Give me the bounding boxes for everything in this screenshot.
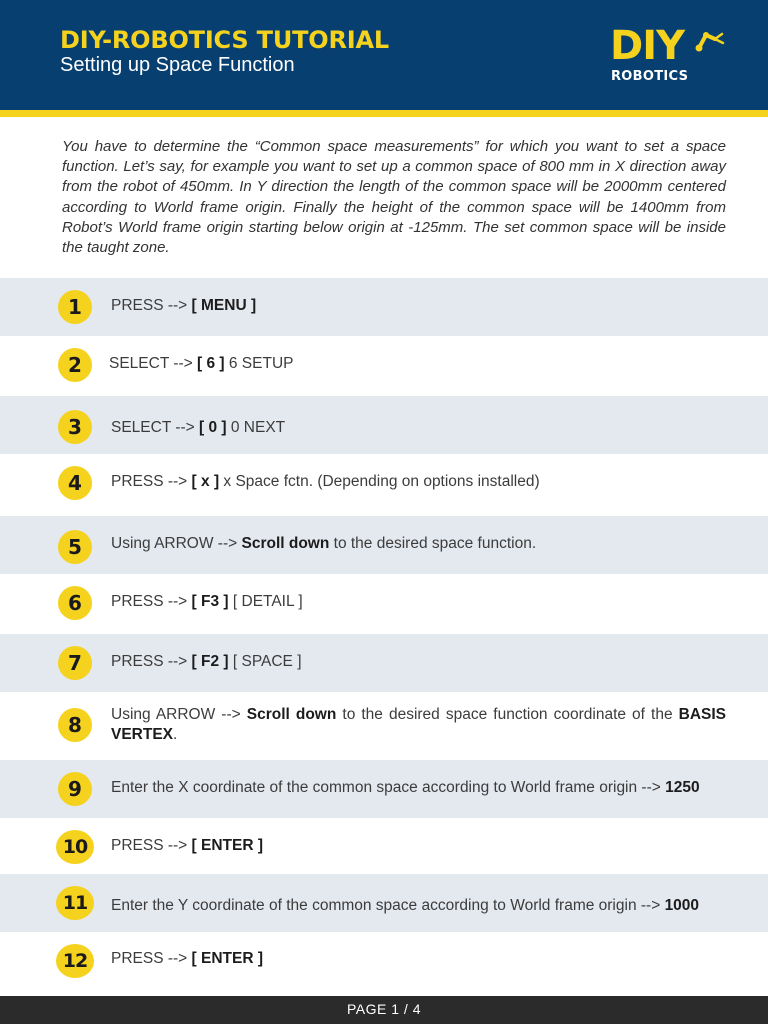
step-row xyxy=(0,574,768,634)
step-row xyxy=(0,874,768,932)
step-instruction xyxy=(111,778,726,798)
step-number-badge: 4 xyxy=(58,466,92,500)
step-key-text: BASIS VERTEX xyxy=(111,706,727,743)
step-text: PRESS --> xyxy=(111,653,192,670)
step-key-text: [ F3 ] xyxy=(191,593,229,610)
page-title: DIY-ROBOTICS TUTORIAL xyxy=(60,26,389,54)
step-instruction xyxy=(111,836,726,856)
step-text: PRESS --> xyxy=(111,837,192,854)
step-number-badge: 3 xyxy=(58,410,92,444)
step-number-badge: 1 xyxy=(58,290,92,324)
step-text: PRESS --> xyxy=(111,593,192,610)
step-number-badge: 2 xyxy=(58,348,92,382)
step-key-text: 1000 xyxy=(664,897,700,914)
step-instruction xyxy=(111,896,726,916)
step-key-text: [ F2 ] xyxy=(191,653,229,670)
step-text: SELECT --> xyxy=(109,355,198,372)
step-instruction xyxy=(111,472,726,492)
step-number-badge: 9 xyxy=(58,772,92,806)
step-row xyxy=(0,516,768,574)
step-number-badge: 8 xyxy=(58,708,92,742)
step-text: . xyxy=(173,726,178,743)
step-instruction xyxy=(111,652,726,672)
header-bar xyxy=(0,0,768,110)
step-row xyxy=(0,634,768,692)
step-text: Enter the X coordinate of the common space according to World frame origin --> xyxy=(111,779,666,796)
steps-list xyxy=(0,278,768,996)
step-instruction xyxy=(111,705,726,745)
step-row xyxy=(0,454,768,516)
page-subtitle: Setting up Space Function xyxy=(60,54,295,76)
step-text: Using ARROW --> xyxy=(111,706,247,723)
step-key-text: [ x ] xyxy=(191,473,220,490)
step-text: 6 SETUP xyxy=(224,355,294,372)
page-footer xyxy=(0,996,768,1024)
step-text: 0 NEXT xyxy=(226,419,286,436)
step-key-text: Scroll down xyxy=(246,706,337,723)
step-text: [ SPACE ] xyxy=(228,653,302,670)
step-text: PRESS --> xyxy=(111,297,192,314)
step-text: x Space fctn. (Depending on options installed) xyxy=(219,473,540,490)
step-instruction xyxy=(111,296,726,316)
step-key-text: [ ENTER ] xyxy=(191,950,264,967)
step-text: to the desired space function. xyxy=(329,535,537,552)
header-accent-stripe xyxy=(0,110,768,117)
step-number-badge: 7 xyxy=(58,646,92,680)
step-number-badge: 6 xyxy=(58,586,92,620)
step-number-badge: 5 xyxy=(58,530,92,564)
step-text: PRESS --> xyxy=(111,473,192,490)
step-row xyxy=(0,818,768,874)
step-key-text: [ ENTER ] xyxy=(191,837,264,854)
step-instruction xyxy=(111,418,726,438)
step-key-text: [ 6 ] xyxy=(197,355,225,372)
step-key-text: 1250 xyxy=(665,779,700,796)
step-row xyxy=(0,278,768,336)
step-instruction xyxy=(111,534,726,554)
step-instruction xyxy=(111,592,726,612)
step-text: to the desired space function coordinate of the xyxy=(336,706,679,723)
step-number-badge: 11 xyxy=(56,886,94,920)
logo-text-robotics: ROBOTICS xyxy=(611,69,689,84)
step-row xyxy=(0,932,768,996)
step-instruction xyxy=(111,949,726,969)
step-number-badge: 12 xyxy=(56,944,94,978)
step-row xyxy=(0,692,768,760)
step-instruction xyxy=(109,354,724,374)
page-number: PAGE 1 / 4 xyxy=(347,1001,421,1017)
step-text: SELECT --> xyxy=(111,419,200,436)
step-text: Enter the Y coordinate of the common space according to World frame origin --> xyxy=(111,897,665,914)
step-key-text: [ 0 ] xyxy=(199,419,227,436)
step-text: [ DETAIL ] xyxy=(228,593,303,610)
step-text: PRESS --> xyxy=(111,950,192,967)
robot-arm-icon xyxy=(690,26,726,56)
step-row xyxy=(0,760,768,818)
intro-paragraph: You have to determine the “Common space measurements” for which you want to set a space function. Let’s say, for example you want to set up a common space of 800 mm in X direction away from the robot of 450mm. In Y direction the length of the common space will be 2000mm centered according to World frame origin. Finally the height of the common space will be 1400mm from Robot’s World frame origin starting below origin at -125mm. The set common space will be inside the taught zone. xyxy=(62,138,726,257)
step-row xyxy=(0,336,768,396)
logo-text-diy: DIY xyxy=(610,23,685,69)
step-text: Using ARROW --> xyxy=(111,535,242,552)
step-row xyxy=(0,396,768,454)
step-key-text: Scroll down xyxy=(241,535,330,552)
step-number-badge: 10 xyxy=(56,830,94,864)
step-key-text: [ MENU ] xyxy=(191,297,257,314)
diy-robotics-logo xyxy=(608,23,728,88)
